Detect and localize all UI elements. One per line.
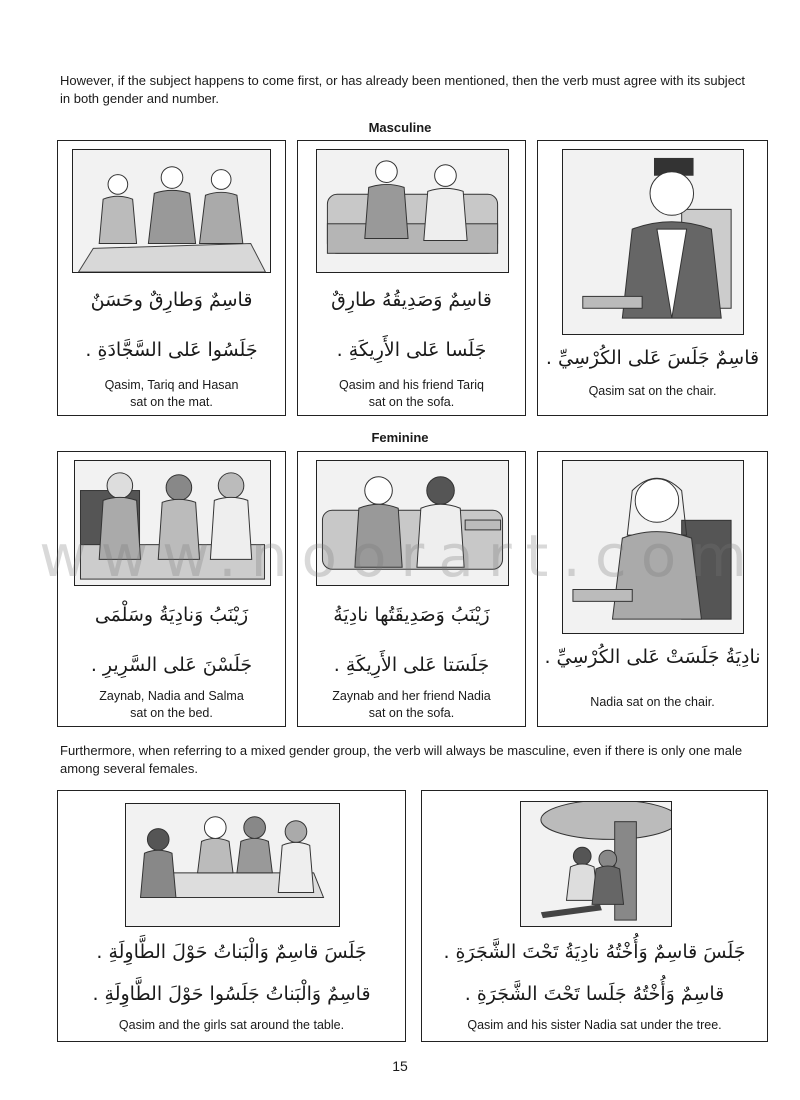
illustration-boys-on-mat bbox=[72, 149, 271, 273]
arabic-line-1: قاسِمٌ وَطارِقٌ وحَسَنٌ bbox=[90, 289, 253, 311]
arabic-line-1: قاسِمٌ وَصَدِيقُهُ طارِقٌ bbox=[331, 289, 492, 311]
masculine-heading: Masculine bbox=[368, 120, 432, 135]
arabic-line-1: نادِيَةُ جَلَسَتْ عَلى الكُرْسِيِّ . bbox=[544, 646, 761, 668]
watermark: www.noorart.com bbox=[39, 522, 761, 590]
mixed-card-2 bbox=[421, 790, 768, 1042]
caption-line-1: Qasim and the girls sat around the table. bbox=[118, 1018, 345, 1032]
arabic-line-1: زَيْنَبُ وَنادِيَةُ وسَلْمَى bbox=[94, 604, 249, 626]
masculine-card-3 bbox=[537, 140, 768, 416]
caption-line-2: sat on the sofa. bbox=[368, 395, 455, 409]
arabic-line-2: جَلَسَتا عَلى الأَرِيكَةِ . bbox=[333, 654, 490, 676]
caption-line-1: Nadia sat on the chair. bbox=[590, 695, 715, 709]
masculine-card-1 bbox=[57, 140, 286, 416]
caption-line-1: Qasim and his friend Tariq bbox=[339, 378, 484, 392]
illustration-girls-on-bed bbox=[74, 460, 271, 586]
illustration-tree bbox=[520, 801, 672, 927]
caption-line-2: sat on the mat. bbox=[130, 395, 213, 409]
illustration-table-group bbox=[125, 803, 340, 927]
arabic-line-1: جَلَسَ قاسِمٌ وَالْبَناتُ حَوْلَ الطَّاوِلَةِ . bbox=[96, 941, 367, 963]
illustration-boys-on-sofa bbox=[316, 149, 509, 273]
intro-paragraph: However, if the subject happens to come first, or has already been mentioned, then the verb must agree with its subject in both gender and number. bbox=[60, 73, 746, 106]
arabic-line-2: جَلَسُوا عَلى السَّجَّادَةِ . bbox=[85, 339, 258, 361]
caption-line-1: Qasim and his sister Nadia sat under the tree. bbox=[467, 1018, 722, 1032]
arabic-line-1: زَيْنَبُ وَصَدِيقَتُها نادِيَةُ bbox=[333, 604, 490, 626]
arabic-line-2: جَلَسْنَ عَلى السَّرِيرِ . bbox=[90, 654, 253, 676]
caption-line-2: sat on the bed. bbox=[130, 706, 213, 720]
arabic-line-2: قاسِمٌ وَأُخْتُهُ جَلَسا تَحْتَ الشَّجَرَةِ . bbox=[464, 983, 725, 1005]
illustration-boy-on-chair bbox=[562, 149, 744, 335]
illustration-girl-on-chair bbox=[562, 460, 744, 634]
caption-line-1: Qasim sat on the chair. bbox=[588, 384, 717, 398]
illustration-girls-on-sofa bbox=[316, 460, 509, 586]
mixed-intro-paragraph: Furthermore, when referring to a mixed gender group, the verb will always be masculine, even if there is only one male among several females. bbox=[60, 743, 743, 776]
caption-line-1: Zaynab and her friend Nadia bbox=[332, 689, 491, 703]
arabic-line-1: قاسِمٌ جَلَسَ عَلى الكُرْسِيِّ . bbox=[545, 347, 760, 369]
feminine-card-1 bbox=[57, 451, 286, 727]
caption-line-2: sat on the sofa. bbox=[368, 706, 455, 720]
feminine-card-3 bbox=[537, 451, 768, 727]
caption-line-1: Qasim, Tariq and Hasan bbox=[104, 378, 239, 392]
caption-line-1: Zaynab, Nadia and Salma bbox=[99, 689, 244, 703]
arabic-line-2: جَلَسا عَلى الأَرِيكَةِ . bbox=[336, 339, 487, 361]
masculine-card-2 bbox=[297, 140, 526, 416]
arabic-line-1: جَلَسَ قاسِمٌ وَأُخْتُهُ نادِيَةُ تَحْتَ الشَّجَرَةِ . bbox=[443, 941, 746, 963]
arabic-line-2: قاسِمٌ وَالْبَناتُ جَلَسُوا حَوْلَ الطَّاوِلَةِ . bbox=[92, 983, 371, 1005]
feminine-card-2 bbox=[297, 451, 526, 727]
page-number: 15 bbox=[392, 1058, 408, 1074]
mixed-card-1 bbox=[57, 790, 406, 1042]
feminine-heading: Feminine bbox=[371, 430, 429, 445]
